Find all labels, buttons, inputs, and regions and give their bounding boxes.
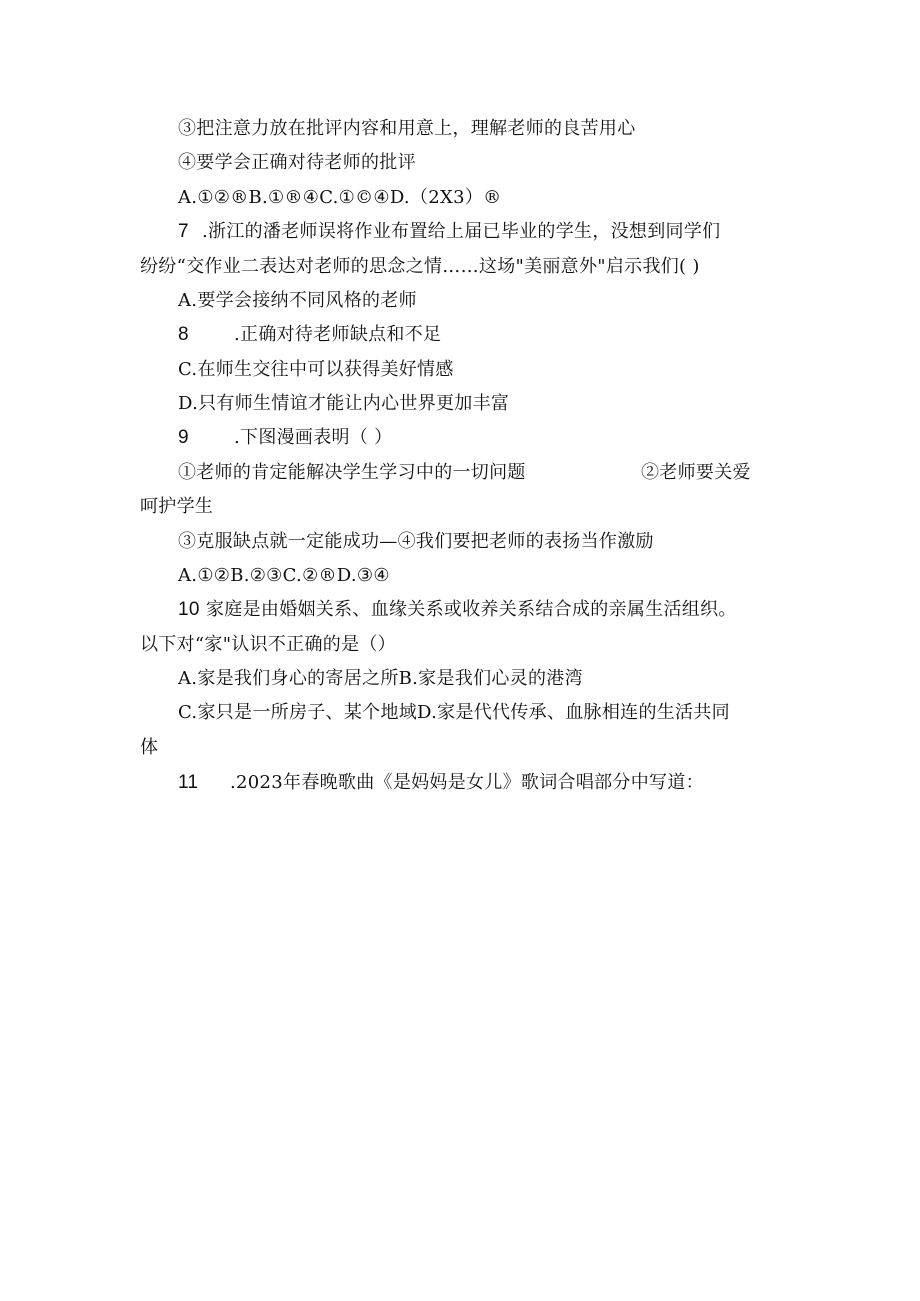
question-7-option-c xyxy=(178,358,454,382)
question-10-stem xyxy=(178,598,737,622)
option-text: ④要学会正确对待老师的批评 xyxy=(178,152,416,173)
answer-choices-text: A.①②®B.①®④C.①©④D.（2X3）® xyxy=(178,187,502,208)
option-number: 8 xyxy=(178,324,189,345)
option-text: ③把注意力放在批评内容和用意上，理解老师的良苦用心 xyxy=(178,118,636,139)
question-text: 以下对“家"认识不正确的是（） xyxy=(140,634,396,655)
option-text: C.在师生交往中可以获得美好情感 xyxy=(178,359,454,380)
option-item-3 xyxy=(178,117,636,141)
question-10-stem-continued xyxy=(140,633,396,657)
question-text: 纷纷“交作业二表达对老师的思念之情……这场"美丽意外"启示我们( ) xyxy=(140,256,700,277)
question-8-statement-2 xyxy=(641,461,751,485)
question-text: 家庭是由婚姻关系、血缘关系或收养关系结合成的亲属生活组织。 xyxy=(206,599,737,620)
question-text: .2023年春晚歌曲《是妈妈是女儿》歌词合唱部分中写道： xyxy=(230,772,704,793)
question-8-stem xyxy=(178,426,392,450)
statement-text: ①老师的肯定能解决学生学习中的一切问题 xyxy=(178,462,526,483)
option-text: D.只有师生情谊才能让内心世界更加丰富 xyxy=(178,393,510,414)
question-10-options-cd xyxy=(178,701,730,725)
statement-text: 呵护学生 xyxy=(140,496,214,517)
question-7-stem-continued xyxy=(140,255,700,279)
question-8-statements-3-4 xyxy=(178,530,654,554)
question-number: 7 xyxy=(178,221,189,242)
question-10-options-ab xyxy=(178,667,583,691)
question-text: .下图漫画表明（ ） xyxy=(234,427,393,448)
question-7-stem xyxy=(178,220,720,244)
question-text: .浙江的潘老师误将作业布置给上届已毕业的学生，没想到同学们 xyxy=(202,221,721,242)
question-7-option-a xyxy=(178,289,417,313)
answer-choices-text: A.①②B.②③C.②®D.③④ xyxy=(178,565,390,586)
option-text: C.家只是一所房子、某个地域D.家是代代传承、血脉相连的生活共同 xyxy=(178,702,730,723)
option-text: A.家是我们身心的寄居之所B.家是我们心灵的港湾 xyxy=(178,668,583,689)
answer-choices-q8 xyxy=(178,564,390,588)
option-item-4 xyxy=(178,151,416,175)
option-text: A.要学会接纳不同风格的老师 xyxy=(178,290,417,311)
option-text: .正确对待老师缺点和不足 xyxy=(234,324,442,345)
question-number: 11 xyxy=(178,772,199,793)
question-number: 9 xyxy=(178,427,189,448)
question-11-stem xyxy=(178,771,704,795)
statement-text: ②老师要关爱 xyxy=(641,462,751,483)
question-7-option-b xyxy=(178,323,441,347)
question-7-option-d xyxy=(178,392,509,416)
question-8-statement-1 xyxy=(178,461,526,485)
answer-choices-q6 xyxy=(178,186,501,210)
option-text: 体 xyxy=(140,737,159,758)
question-number: 10 xyxy=(178,599,200,620)
question-8-statement-2-continued xyxy=(140,495,213,519)
statement-text: ③克服缺点就一定能成功—④我们要把老师的表扬当作激励 xyxy=(178,531,654,552)
question-10-options-cd-continued xyxy=(140,736,158,760)
